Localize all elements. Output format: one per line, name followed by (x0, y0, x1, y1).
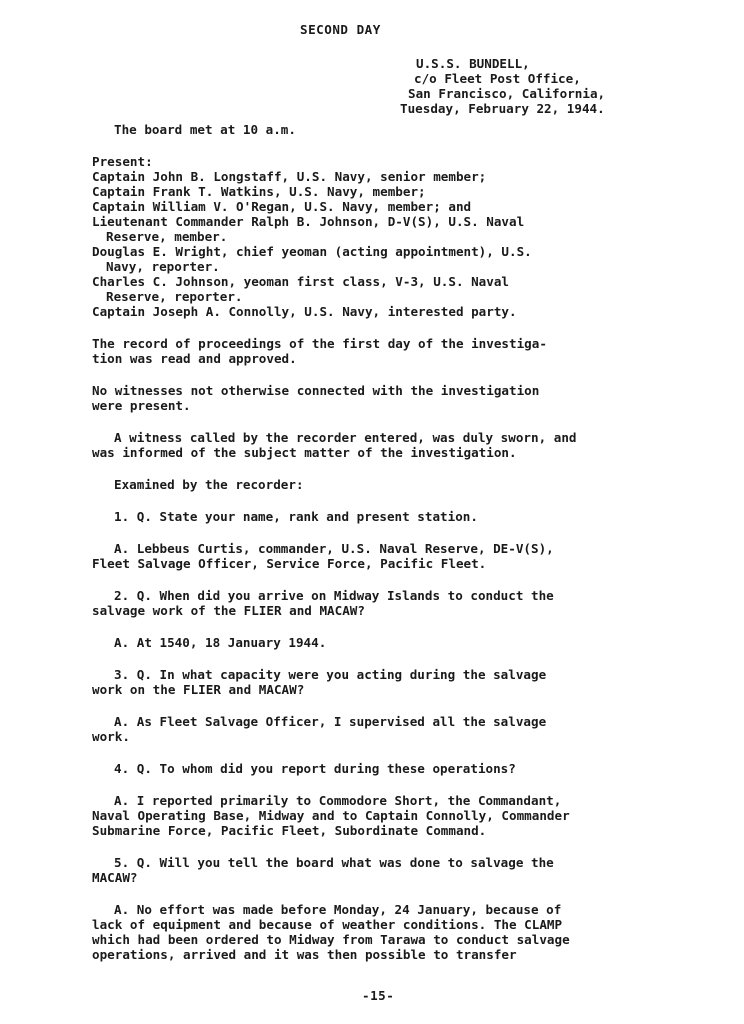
text-line: Fleet Salvage Officer, Service Force, Pacific Fleet. (92, 556, 487, 571)
text-line: The record of proceedings of the first day of the investiga- (92, 336, 547, 351)
present-line: Captain Frank T. Watkins, U.S. Navy, member; (92, 184, 426, 199)
text-line: 4. Q. To whom did you report during these operations? (114, 761, 516, 776)
day-heading: SECOND DAY (300, 22, 381, 37)
text-line: salvage work of the FLIER and MACAW? (92, 603, 365, 618)
page-number: -15- (362, 988, 395, 1003)
answer-1 (92, 541, 672, 571)
present-line: Charles C. Johnson, yeoman first class, V-3, U.S. Naval (92, 274, 510, 289)
address-line: c/o Fleet Post Office, (414, 71, 581, 86)
text-line: A. I reported primarily to Commodore Short, the Commandant, (114, 793, 562, 808)
question-2 (92, 588, 672, 618)
present-line: Captain William V. O'Regan, U.S. Navy, member; and (92, 199, 472, 214)
witness-paragraph (92, 430, 672, 460)
present-line: Reserve, reporter. (106, 289, 243, 304)
question-5 (92, 855, 672, 885)
text-line: 1. Q. State your name, rank and present station. (114, 509, 478, 524)
question-3 (92, 667, 672, 697)
present-line: Navy, reporter. (106, 259, 220, 274)
text-line: Submarine Force, Pacific Fleet, Subordinate Command. (92, 823, 487, 838)
present-line: Douglas E. Wright, chief yeoman (acting appointment), U.S. (92, 244, 532, 259)
text-line: work on the FLIER and MACAW? (92, 682, 305, 697)
present-heading: Present: (92, 154, 153, 169)
record-paragraph (92, 336, 672, 366)
examined-heading (92, 477, 672, 492)
text-line: tion was read and approved. (92, 351, 297, 366)
text-line: was informed of the subject matter of the investigation. (92, 445, 517, 460)
text-line: 3. Q. In what capacity were you acting during the salvage (114, 667, 547, 682)
text-line: No witnesses not otherwise connected with the investigation (92, 383, 540, 398)
present-line: Captain John B. Longstaff, U.S. Navy, senior member; (92, 169, 487, 184)
text-line: A witness called by the recorder entered, was duly sworn, and (114, 430, 577, 445)
text-line: which had been ordered to Midway from Tarawa to conduct salvage (92, 932, 570, 947)
text-line: Examined by the recorder: (114, 477, 304, 492)
answer-5 (92, 902, 672, 962)
text-line: MACAW? (92, 870, 138, 885)
text-line: operations, arrived and it was then possible to transfer (92, 947, 517, 962)
text-line: The board met at 10 a.m. (114, 122, 296, 137)
address-line: U.S.S. BUNDELL, (416, 56, 530, 71)
text-line: were present. (92, 398, 191, 413)
text-line: work. (92, 729, 130, 744)
text-line: lack of equipment and because of weather conditions. The CLAMP (92, 917, 563, 932)
present-line: Reserve, member. (106, 229, 228, 244)
question-1 (92, 509, 672, 524)
question-4 (92, 761, 672, 776)
document-body (92, 122, 672, 979)
no-witnesses-paragraph (92, 383, 672, 413)
answer-2 (92, 635, 672, 650)
answer-4 (92, 793, 672, 838)
present-list (92, 154, 672, 319)
text-line: 5. Q. Will you tell the board what was done to salvage the (114, 855, 554, 870)
answer-3 (92, 714, 672, 744)
text-line: A. Lebbeus Curtis, commander, U.S. Naval Reserve, DE-V(S), (114, 541, 554, 556)
address-line: San Francisco, California, (408, 86, 606, 101)
text-line: A. No effort was made before Monday, 24 January, because of (114, 902, 562, 917)
present-line: Captain Joseph A. Connolly, U.S. Navy, interested party. (92, 304, 517, 319)
text-line: Naval Operating Base, Midway and to Captain Connolly, Commander (92, 808, 570, 823)
text-line: A. As Fleet Salvage Officer, I supervised all the salvage (114, 714, 547, 729)
address-block (400, 56, 730, 116)
text-line: A. At 1540, 18 January 1944. (114, 635, 327, 650)
present-line: Lieutenant Commander Ralph B. Johnson, D-V(S), U.S. Naval (92, 214, 525, 229)
board-met-paragraph (92, 122, 672, 137)
address-date: Tuesday, February 22, 1944. (400, 101, 605, 116)
text-line: 2. Q. When did you arrive on Midway Islands to conduct the (114, 588, 554, 603)
